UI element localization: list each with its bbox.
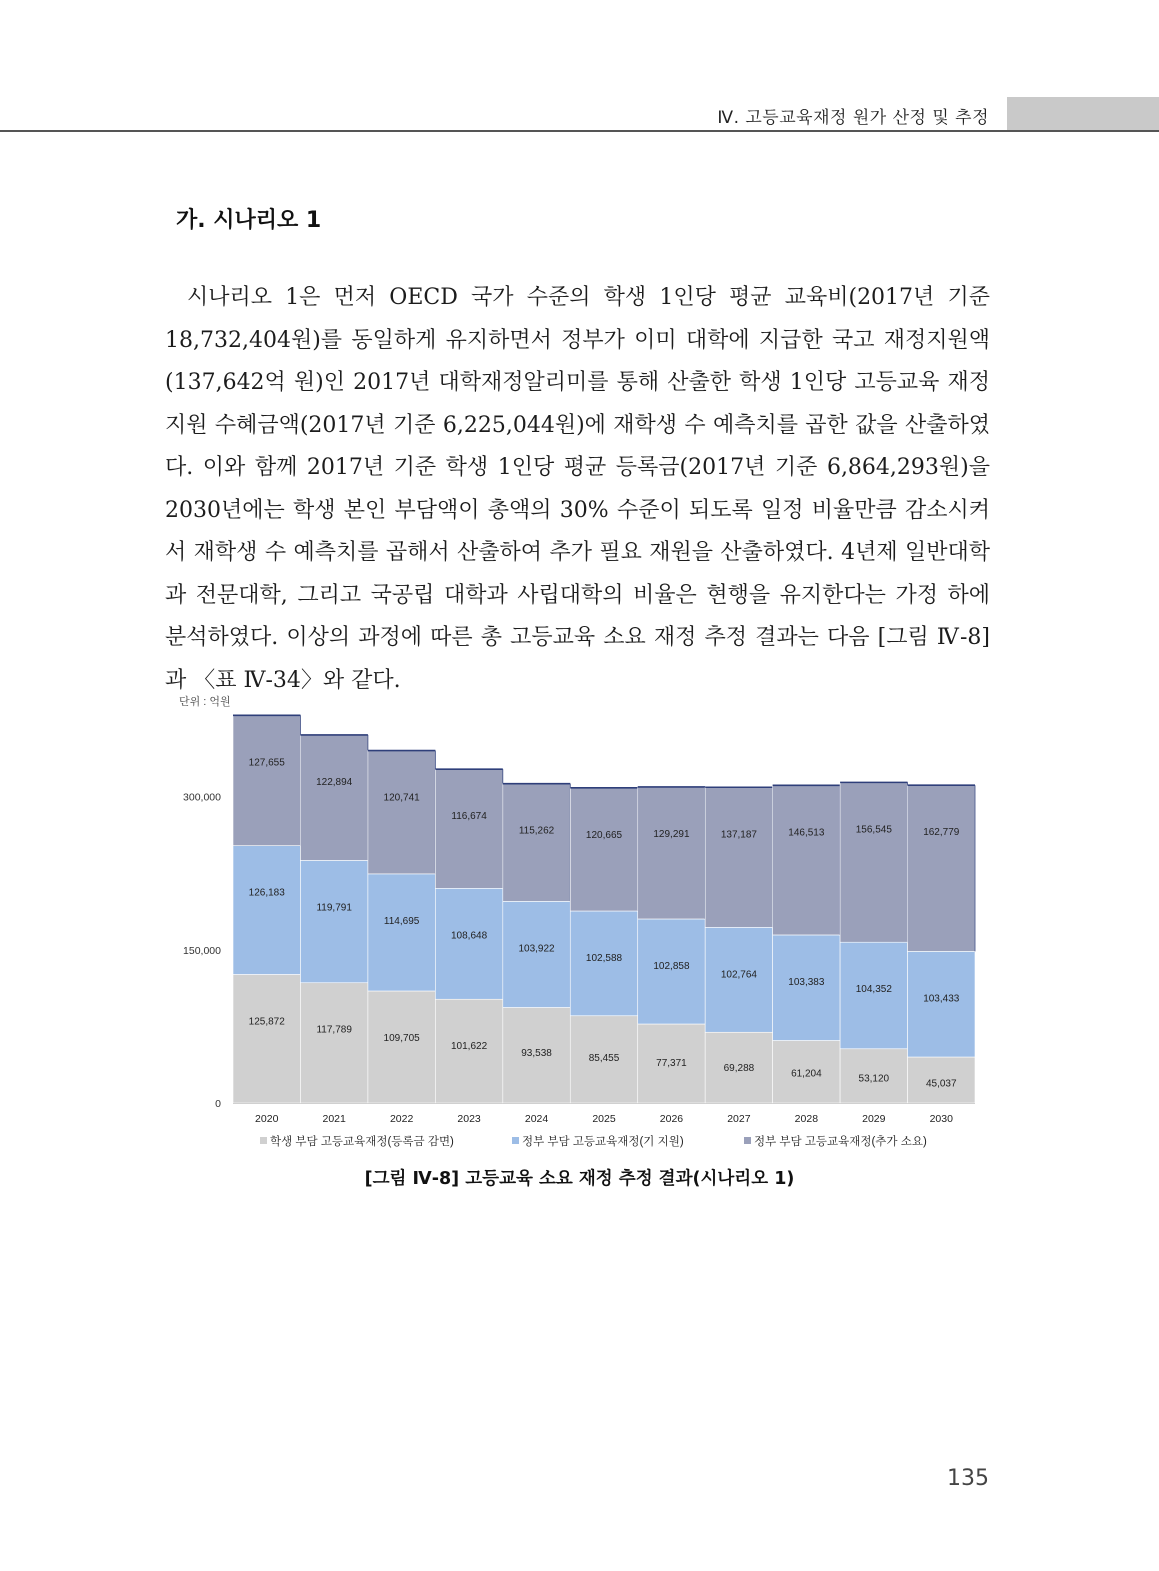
data-label: 103,922 [518,943,555,955]
figure [165,690,995,1170]
bar-segment [300,860,367,982]
legend-label: 정부 부담 고등교육재정(추가 소요) [754,1136,927,1148]
data-label: 120,665 [585,829,623,841]
data-label: 103,433 [923,993,960,1005]
data-label: 122,894 [316,776,353,788]
section-heading: 가. 시나리오 1 [176,208,322,233]
bar-segment [233,715,300,845]
legend-label: 정부 부담 고등교육재정(기 지원) [522,1136,684,1148]
y-tick-label: 0 [215,1098,221,1110]
data-label: 45,037 [925,1078,957,1090]
data-label: 119,791 [316,902,352,914]
stacked-bar-chart [165,690,995,1160]
bar-segment [503,901,570,1007]
legend-label: 학생 부담 고등교육재정(등록금 감면) [270,1136,454,1148]
y-tick-label: 150,000 [183,944,221,957]
running-header-tab [1007,97,1159,130]
data-label: 109,705 [383,1032,420,1044]
legend-swatch [512,1137,519,1144]
x-tick-label: 2027 [727,1113,751,1125]
data-label: 125,872 [248,1016,285,1028]
x-tick-label: 2030 [929,1113,953,1125]
data-label: 114,695 [383,915,420,927]
bar-segment [435,769,502,888]
data-label: 101,622 [451,1041,488,1053]
data-label: 77,371 [656,1058,687,1070]
data-label: 156,545 [855,824,892,836]
x-tick-label: 2021 [322,1113,346,1125]
bar-segment [638,787,705,919]
x-tick-label: 2024 [524,1113,549,1125]
page-number: 135 [947,1466,989,1491]
x-tick-label: 2029 [862,1113,886,1125]
data-label: 61,204 [791,1068,822,1080]
bar-segment [368,751,435,874]
bar-segment [840,942,907,1049]
bar-segment [435,888,502,999]
data-label: 115,262 [518,825,555,837]
data-label: 102,588 [585,952,623,964]
data-label: 102,858 [653,960,690,972]
x-tick-label: 2023 [457,1113,481,1125]
data-label: 69,288 [723,1063,755,1075]
bar-segment [570,788,637,911]
y-tick-label: 300,000 [183,791,221,804]
running-header-title: Ⅳ. 고등교육재정 원가 산정 및 추정 [717,108,989,128]
x-tick-label: 2020 [255,1113,279,1125]
data-label: 137,187 [720,829,757,841]
bar-segment [233,846,300,975]
data-label: 146,513 [788,827,825,839]
bar-segment [233,974,300,1103]
unit-label: 단위 : 억원 [179,696,231,708]
data-label: 129,291 [653,828,690,840]
x-tick-label: 2026 [659,1113,684,1125]
data-label: 120,741 [383,792,420,804]
x-tick-label: 2022 [389,1113,414,1125]
data-label: 116,674 [451,811,487,823]
figure-caption: [그림 Ⅳ-8] 고등교육 소요 재정 추정 결과(시나리오 1) [364,1169,795,1189]
data-label: 127,655 [248,757,285,769]
bar-segment [840,782,907,942]
body-paragraph: 시나리오 1은 먼저 OECD 국가 수준의 학생 1인당 평균 교육비(2017년 기준 18,732,404원)를 동일하게 유지하면서 정부가 이미 대학에 지급한 국고 재정지원액(137,642억 원)인 2017년 대학재정알리미를 통해 산출한 학생 1인당 고등교육 재정지원 수혜금액(2017년 기준 6,225,044원)에 재학생 수 예측치를 곱한 값을 산출하였다. 이와 함께 2017년 기준 학생 1인당 평균 등록금(2017년 기준 6,864,293원)을 2030년에는 학생 본인 부담액이 총액의 30% 수준이 되도록 일정 비율만큼 감소시켜서 재학생 수 예측치를 곱해서 산출하여 추가 필요 재원을 산출하였다. 4년제 일반대학과 전문대학, 그리고 국공립 대학과 사립대학의 비율은 현행을 유지한다는 가정 하에 분석하였다. 이상의 과정에 따른 총 고등교육 소요 재정 추정 결과는 다음 [그림 Ⅳ-8]과 〈표 Ⅳ-34〉와 같다. [165,285,990,693]
header-rule [0,130,1159,132]
data-label: 93,538 [521,1047,552,1059]
bar-segment [300,983,367,1103]
data-label: 126,183 [248,887,285,899]
legend-swatch [260,1137,267,1144]
data-label: 102,764 [720,969,757,981]
data-label: 108,648 [451,930,488,942]
bar-segment [705,787,772,927]
x-tick-label: 2028 [794,1113,819,1125]
data-label: 117,789 [316,1024,352,1036]
bar-segment [908,785,975,951]
bar-segment [368,991,435,1103]
bar-segment [773,785,840,935]
bar-segment [503,784,570,902]
legend-swatch [744,1137,751,1144]
data-label: 53,120 [858,1073,890,1085]
bar-segment [368,874,435,991]
data-label: 85,455 [588,1052,620,1064]
data-label: 162,779 [923,827,960,839]
bar-segment [300,735,367,860]
running-header [0,97,1159,133]
data-label: 103,383 [788,976,825,988]
data-label: 104,352 [855,984,892,996]
x-tick-label: 2025 [592,1113,616,1125]
